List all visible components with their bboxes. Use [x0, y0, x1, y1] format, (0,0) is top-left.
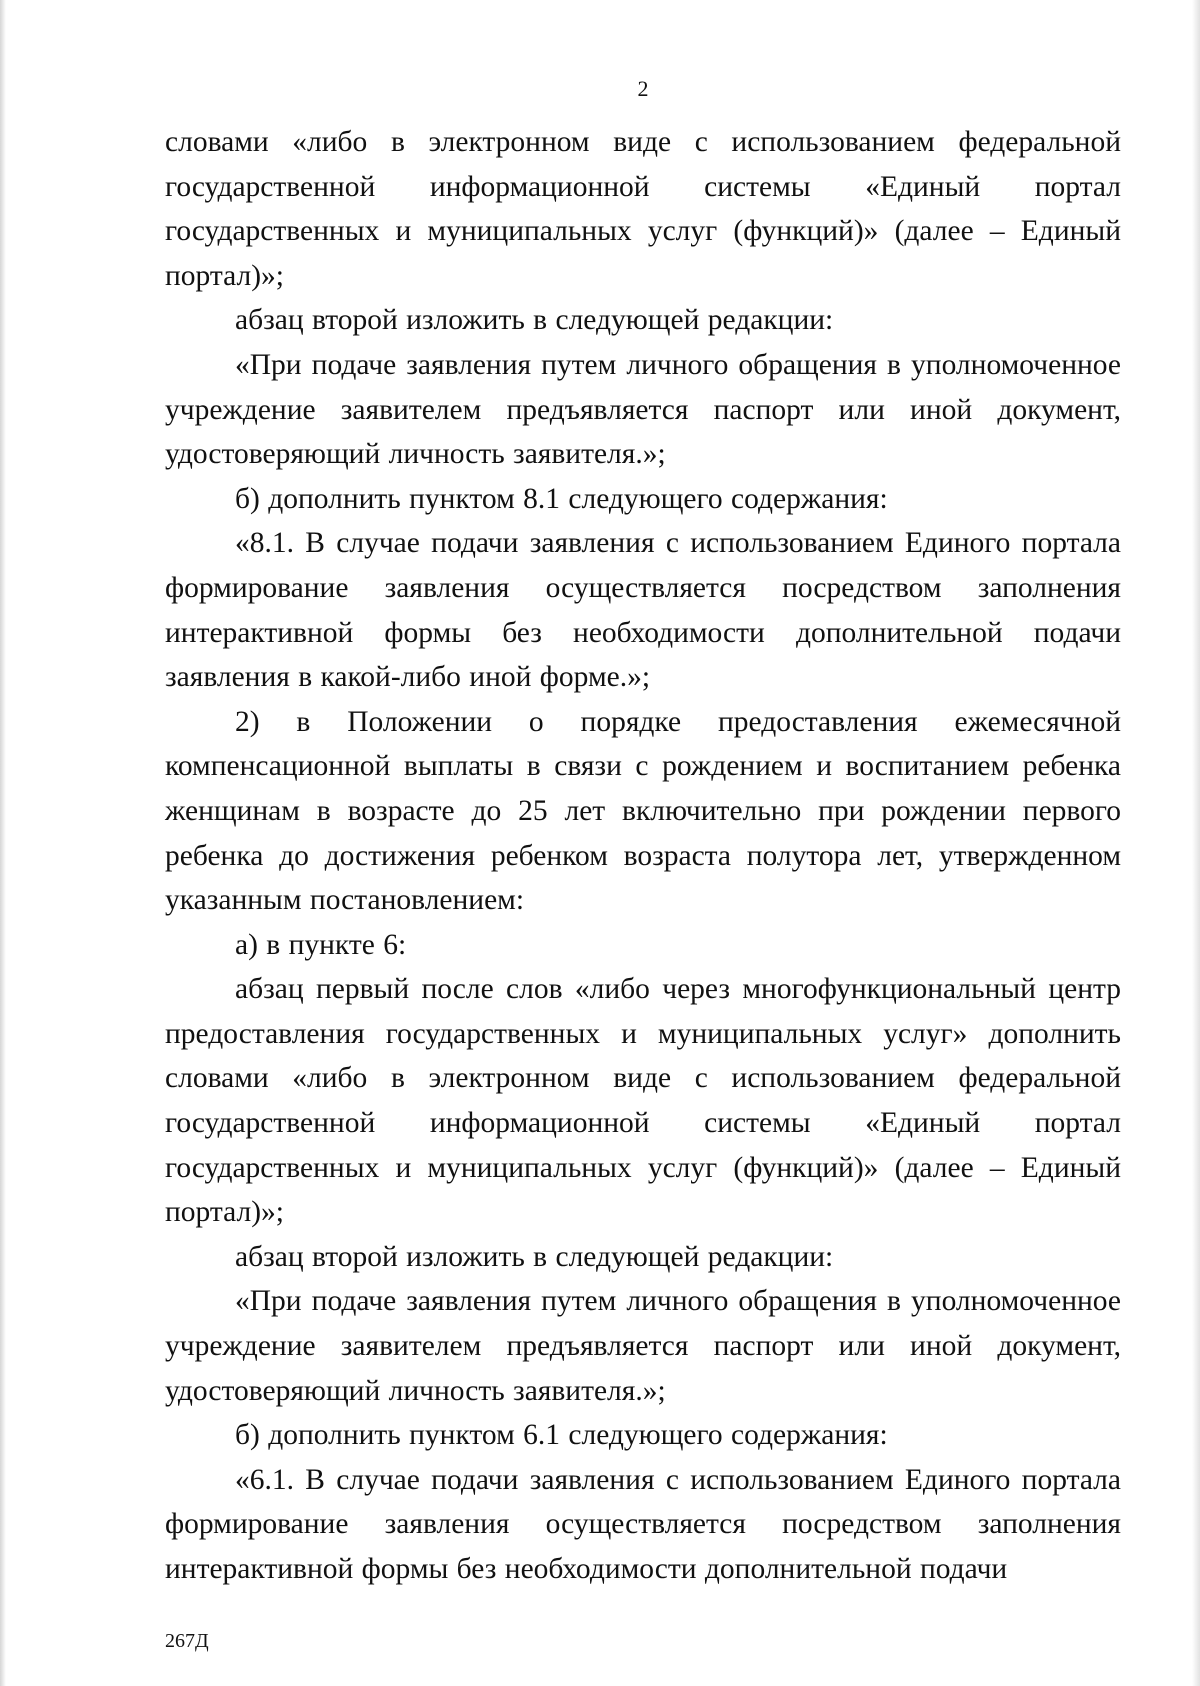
footer-document-code: 267Д: [165, 1630, 209, 1652]
paragraph: б) дополнить пунктом 8.1 следующего содержания:: [235, 482, 888, 515]
paragraph: «6.1. В случае подачи заявления с использованием Единого портала формирование заявления осуществляется посредством заполнения интерактивной формы без необходимости дополнительной подачи: [165, 1463, 1121, 1585]
paragraph: б) дополнить пунктом 6.1 следующего содержания:: [235, 1419, 888, 1452]
page-number: 2: [637, 76, 649, 101]
scan-edge-right: [1192, 0, 1200, 1686]
paragraph: абзац второй изложить в следующей редакции:: [235, 304, 834, 337]
paragraph: а) в пункте 6:: [235, 928, 407, 961]
paragraph: 2) в Положении о порядке предоставления ежемесячной компенсационной выплаты в связи с рождением и воспитанием ребенка женщинам в возрасте до 25 лет включительно при рождении первого ребенка до достижения ребенком возраста полутора лет, утвержденном указанным постановлением:: [165, 705, 1121, 917]
paragraph: абзац второй изложить в следующей редакции:: [235, 1240, 834, 1273]
scan-edge-left: [0, 0, 6, 1686]
paragraph: абзац первый после слов «либо через многофункциональный центр предоставления государственных и муниципальных услуг» дополнить словами «либо в электронном виде с использованием федеральной государственной информационной системы «Единый портал государственных и муниципальных услуг (функций)» (далее – Единый портал)»;: [165, 973, 1121, 1229]
paragraph: «При подаче заявления путем личного обращения в уполномоченное учреждение заявителем предъявляется паспорт или иной документ, удостоверяющий личность заявителя.»;: [165, 1285, 1121, 1407]
document-body: [165, 120, 1121, 1592]
paragraph: словами «либо в электронном виде с использованием федеральной государственной информационной системы «Единый портал государственных и муниципальных услуг (функций)» (далее – Единый портал)»;: [165, 126, 1121, 292]
paragraph: «8.1. В случае подачи заявления с использованием Единого портала формирование заявления осуществляется посредством заполнения интерактивной формы без необходимости дополнительной подачи заявления в какой-либо иной форме.»;: [165, 527, 1121, 694]
paragraph: «При подаче заявления путем личного обращения в уполномоченное учреждение заявителем предъявляется паспорт или иной документ, удостоверяющий личность заявителя.»;: [165, 348, 1121, 471]
